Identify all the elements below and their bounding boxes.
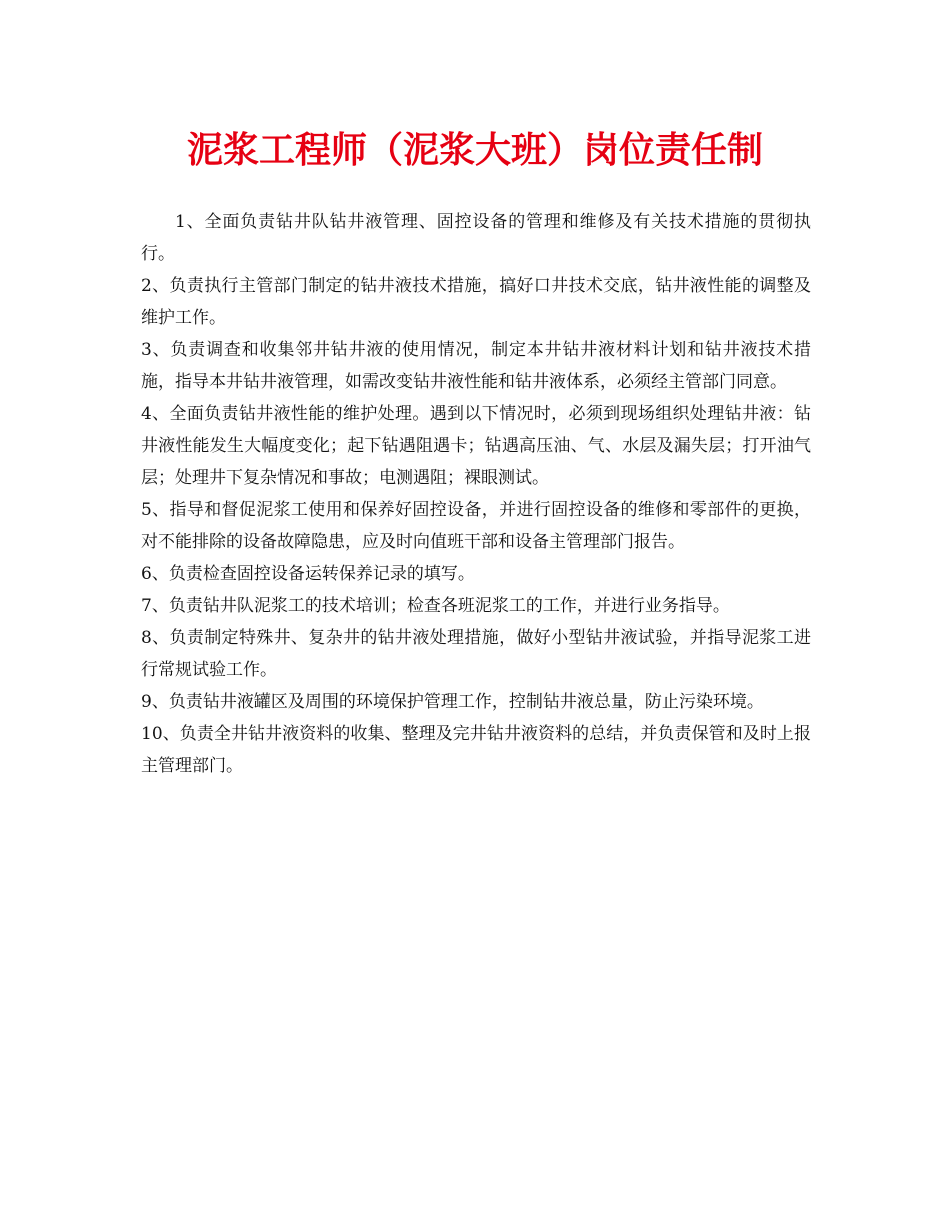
paragraph-5: 5、指导和督促泥浆工使用和保养好固控设备，并进行固控设备的维修和零部件的更换，对不能排除的设备故障隐患，应及时向值班干部和设备主管理部门报告。: [141, 500, 811, 552]
paragraph-3: 3、负责调查和收集邻井钻井液的使用情况，制定本井钻井液材料计划和钻井液技术措施，指导本井钻井液管理，如需改变钻井液性能和钻井液体系，必须经主管部门同意。: [141, 340, 811, 392]
document-body: [141, 206, 811, 782]
paragraph-8: 8、负责制定特殊井、复杂井的钻井液处理措施，做好小型钻井液试验，并指导泥浆工进行常规试验工作。: [141, 628, 811, 680]
paragraph-2: 2、负责执行主管部门制定的钻井液技术措施，搞好口井技术交底，钻井液性能的调整及维护工作。: [141, 276, 811, 328]
document-title: 泥浆工程师（泥浆大班）岗位责任制: [186, 129, 763, 171]
paragraph-10: 10、负责全井钻井液资料的收集、整理及完井钻井液资料的总结，并负责保管和及时上报主管理部门。: [141, 724, 811, 776]
paragraph-7: 7、负责钻井队泥浆工的技术培训；检查各班泥浆工的工作，并进行业务指导。: [141, 596, 730, 616]
paragraph-4: 4、全面负责钻井液性能的维护处理。遇到以下情况时，必须到现场组织处理钻井液：钻井液性能发生大幅度变化；起下钻遇阻遇卡；钻遇高压油、气、水层及漏失层；打开油气层；处理井下复杂情况和事故；电测遇阻；裸眼测试。: [141, 404, 811, 488]
paragraph-1: 1、全面负责钻井队钻井液管理、固控设备的管理和维修及有关技术措施的贯彻执行。: [141, 212, 811, 264]
paragraph-6: 6、负责检查固控设备运转保养记录的填写。: [141, 564, 475, 584]
paragraph-9: 9、负责钻井液罐区及周围的环境保护管理工作，控制钻井液总量，防止污染环境。: [141, 692, 764, 712]
